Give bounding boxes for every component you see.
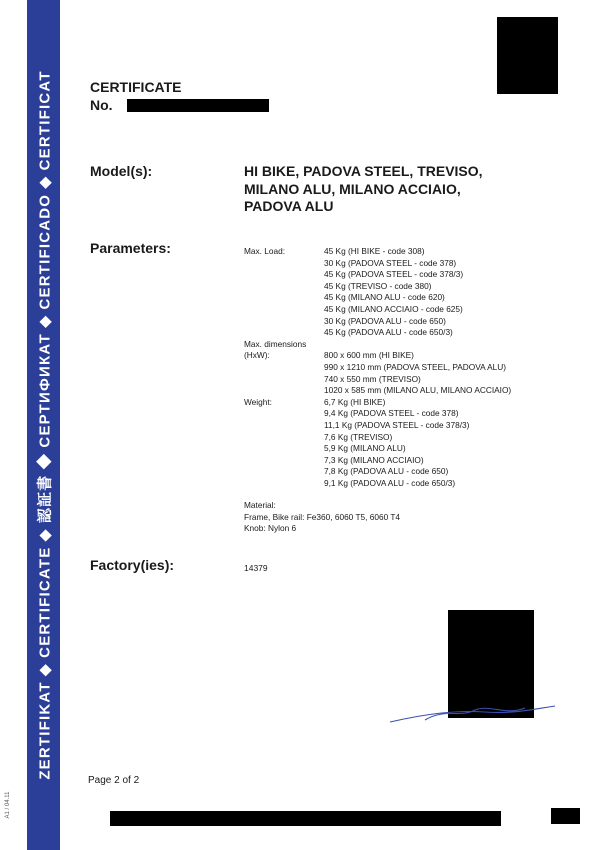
- param-label: [244, 258, 324, 270]
- param-label: [244, 466, 324, 478]
- param-value: 740 x 550 mm (TREVISO): [324, 373, 421, 384]
- factory-value: 14379: [244, 563, 268, 573]
- param-value: 800 x 600 mm (HI BIKE): [324, 350, 414, 361]
- param-value: 7,8 Kg (PADOVA ALU - code 650): [324, 466, 449, 477]
- param-value: 990 x 1210 mm (PADOVA STEEL, PADOVA ALU): [324, 361, 506, 372]
- param-label: [244, 455, 324, 467]
- model-line: PADOVA ALU: [244, 198, 334, 214]
- redacted-footer-address: [110, 811, 501, 826]
- material-block: [244, 500, 400, 535]
- redacted-certificate-number: [127, 99, 269, 112]
- param-label: [244, 362, 324, 374]
- param-label: [244, 327, 324, 339]
- certificate-side-text: ZERTIFIKAT ◆ CERTIFICATE ◆ 認証書 ◆ СЕРТИФИКАТ ◆ CERTIFICADO ◆ CERTIFICAT: [36, 70, 54, 780]
- param-value: 45 Kg (PADOVA STEEL - code 378/3): [324, 269, 464, 280]
- param-label: Max. Load:: [244, 246, 286, 256]
- param-label: [244, 304, 324, 316]
- param-label: Weight:: [244, 396, 272, 407]
- param-value: 30 Kg (PADOVA ALU - code 650): [324, 315, 446, 326]
- form-code: A1 / 04.11: [5, 791, 11, 819]
- param-value: 30 Kg (PADOVA STEEL - code 378): [324, 257, 457, 268]
- certificate-number-label: No.: [90, 97, 113, 113]
- certificate-title: CERTIFICATE: [90, 79, 182, 95]
- param-label: [244, 408, 324, 420]
- models-list: [244, 163, 544, 216]
- model-line: MILANO ALU, MILANO ACCIAIO,: [244, 180, 461, 197]
- factory-label: Factory(ies):: [90, 557, 175, 573]
- signature-scribble: [385, 700, 560, 730]
- redacted-footer-code: [551, 808, 580, 824]
- param-value: 1020 x 585 mm (MILANO ALU, MILANO ACCIAIO): [324, 385, 512, 396]
- models-label: Model(s):: [90, 163, 153, 179]
- material-frame: Frame, Bike rail: Fe360, 6060 T5, 6060 T4: [244, 511, 401, 522]
- param-value: 6,7 Kg (HI BIKE): [324, 396, 386, 407]
- param-label: [244, 281, 324, 293]
- param-label: [244, 420, 324, 432]
- param-label: (HxW):: [244, 350, 270, 361]
- param-value: 45 Kg (PADOVA ALU - code 650/3): [324, 327, 453, 338]
- param-value: 45 Kg (MILANO ACCIAIO - code 625): [324, 303, 463, 314]
- param-label: Max. dimensions: [244, 338, 307, 349]
- param-label: [244, 478, 324, 490]
- param-label: [244, 432, 324, 444]
- param-value: 5,9 Kg (MILANO ALU): [324, 443, 406, 454]
- param-label: [244, 385, 324, 397]
- param-value: 7,3 Kg (MILANO ACCIAIO): [324, 454, 424, 465]
- param-value: 45 Kg (TREVISO - code 380): [324, 280, 432, 291]
- param-value: 9,1 Kg (PADOVA ALU - code 650/3): [324, 477, 456, 488]
- param-value: 45 Kg (HI BIKE - code 308): [324, 246, 425, 256]
- param-value: 9,4 Kg (PADOVA STEEL - code 378): [324, 408, 459, 419]
- param-value: 45 Kg (MILANO ALU - code 620): [324, 292, 445, 303]
- param-label: [244, 443, 324, 455]
- parameters-label: Parameters:: [90, 240, 171, 256]
- parameters-table: [244, 246, 554, 489]
- material-knob: Knob: Nylon 6: [244, 523, 297, 534]
- param-label: [244, 269, 324, 281]
- param-label: [244, 374, 324, 386]
- page-number: Page 2 of 2: [88, 775, 140, 786]
- param-label: [244, 316, 324, 328]
- material-heading: Material:: [244, 500, 276, 510]
- redacted-logo: [497, 17, 558, 94]
- param-value: 11,1 Kg (PADOVA STEEL - code 378/3): [324, 419, 470, 430]
- param-value: 7,6 Kg (TREVISO): [324, 431, 393, 442]
- param-value: [324, 339, 554, 351]
- param-label: [244, 292, 324, 304]
- model-line: HI BIKE, PADOVA STEEL, TREVISO,: [244, 163, 483, 179]
